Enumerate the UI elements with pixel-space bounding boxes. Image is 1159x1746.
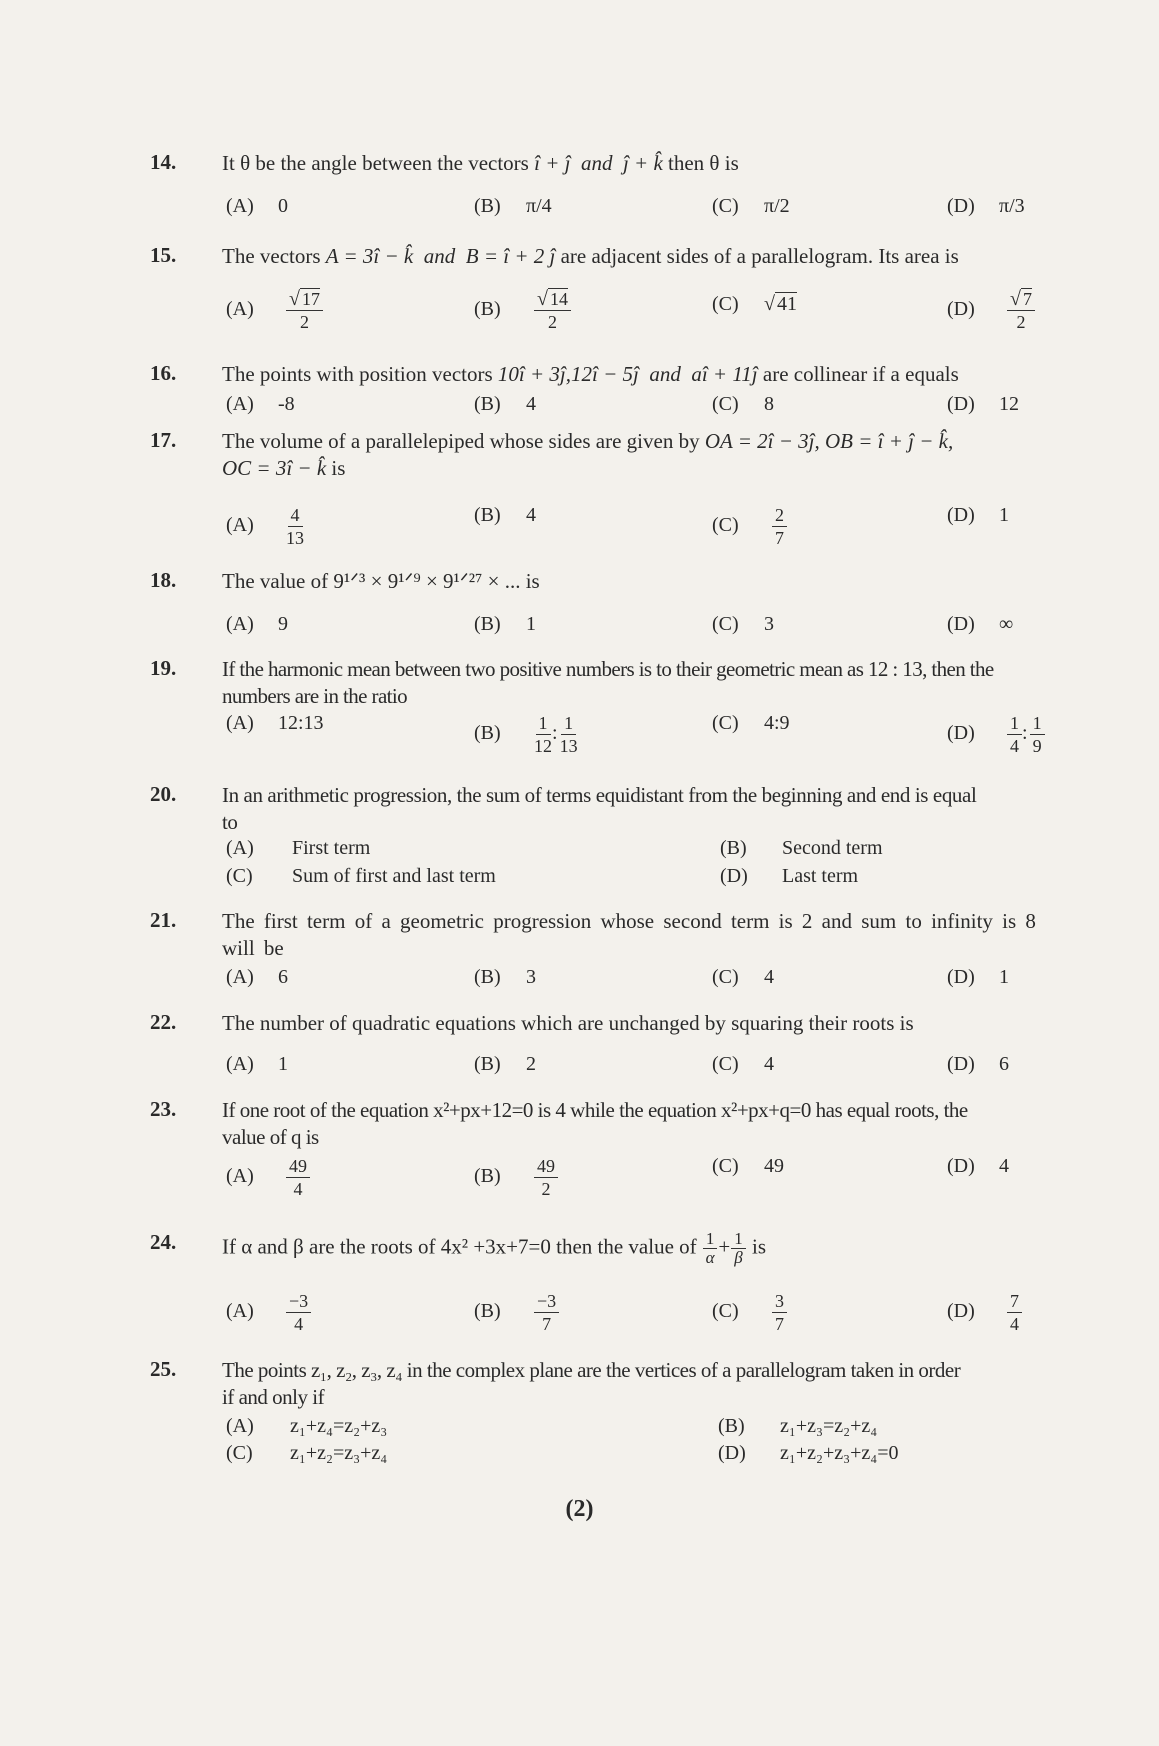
option-c: (C) √ 41 <box>712 293 797 315</box>
option-a: (A) 12:13 <box>226 712 324 734</box>
question-text: In an arithmetic progression, the sum of terms equidistant from the beginning and end is equal to <box>222 783 977 834</box>
question-text: The points with position vectors 10î + 3ĵ,12î − 5ĵ and aî + 11ĵ are collinear if a equals <box>222 362 959 386</box>
question-text: If one root of the equation x²+px+12=0 is 4 while the equation x²+px+q=0 has equal roots, the value of q is <box>222 1098 968 1149</box>
question-text: The vectors A = 3î − k̂ and B = î + 2 ĵ are adjacent sides of a parallelogram. Its area is <box>222 244 959 268</box>
option-d: (D) 6 <box>947 1053 1009 1075</box>
question-number: 21. <box>150 908 177 932</box>
option-b: (B) π/4 <box>474 195 552 217</box>
option-a: (A) 9 <box>226 613 288 635</box>
option-b: (B) $\frac{1}{12}$ : $\frac{1}{13}$ <box>474 713 578 756</box>
option-b: (B) $\frac{√ 14}{2}$ <box>474 288 571 333</box>
page-number: (2) <box>565 1496 594 1522</box>
option-c: (C) 4 <box>712 966 774 988</box>
question-number: 16. <box>150 361 177 385</box>
option-d: (D) π/3 <box>947 195 1025 217</box>
option-d: (D) $\frac{√ 7}{2}$ <box>947 288 1035 333</box>
question-text: It θ be the angle between the vectors î + ĵ and ĵ + k̂ then θ is <box>222 151 739 175</box>
option-c: (C) 4:9 <box>712 712 790 734</box>
question-number: 15. <box>150 243 177 267</box>
question-number: 17. <box>150 428 177 452</box>
option-a: (A) z₁+z₄=z₂+z₃ <box>226 1415 388 1437</box>
question-text: The first term of a geometric progression whose second term is 2 and sum to infinity is 8 will be <box>222 909 1036 960</box>
option-c: (C) 8 <box>712 393 774 415</box>
option-c: (C) π/2 <box>712 195 790 217</box>
option-d: (D) 1 <box>947 504 1009 526</box>
question-number: 18. <box>150 568 177 592</box>
question-number: 19. <box>150 656 177 680</box>
question-number: 14. <box>150 150 177 174</box>
option-a: (A) $\frac{4}{13}$ <box>226 505 304 548</box>
question-number: 24. <box>150 1230 177 1254</box>
option-c: (C) $\frac{2}{7}$ <box>712 504 787 549</box>
option-b: (B) 2 <box>474 1053 536 1075</box>
option-d: (D) z₁+z₂+z₃+z₄=0 <box>718 1442 899 1464</box>
option-a: (A) $\frac{√ 17}{2}$ <box>226 288 323 333</box>
option-a: (A) First term <box>226 837 371 859</box>
option-b: (B) 4 <box>474 393 536 415</box>
option-d: (D) $\frac{1}{4}$ : $\frac{1}{9}$ <box>947 712 1045 757</box>
option-d: (D) $\frac{7}{4}$ <box>947 1290 1022 1335</box>
option-b: (B) 4 <box>474 504 536 526</box>
question-number: 22. <box>150 1010 177 1034</box>
question-text: If α and β are the roots of 4x² +3x+7=0 then the value of $\frac{1}{\alpha}$ + $\frac{1}{\beta}$ is <box>222 1229 766 1267</box>
option-b: (B) $\frac{-3}{7}$ <box>474 1290 559 1335</box>
option-a: (A) 1 <box>226 1053 288 1075</box>
option-c: (C) 4 <box>712 1053 774 1075</box>
option-c: (C) $\frac{3}{7}$ <box>712 1290 787 1335</box>
question-text: The value of 9¹ᐟ³ × 9¹ᐟ⁹ × 9¹ᐟ²⁷ × ... is <box>222 569 540 593</box>
option-d: (D) 12 <box>947 393 1019 415</box>
question-text: If the harmonic mean between two positive numbers is to their geometric mean as 12 : 13, then the numbers are in the ratio <box>222 657 994 708</box>
option-c: (C) 49 <box>712 1155 784 1177</box>
option-c: (C) z₁+z₂=z₃+z₄ <box>226 1442 388 1464</box>
option-d: (D) ∞ <box>947 613 1014 635</box>
option-d: (D) Last term <box>720 865 859 887</box>
question-text: The volume of a parallelepiped whose sides are given by OA = 2î − 3ĵ, OB = î + ĵ − k̂, OC = 3î − k̂ is <box>222 429 954 480</box>
question-text: The number of quadratic equations which are unchanged by squaring their roots is <box>222 1011 914 1035</box>
question-text: The points z₁, z₂, z₃, z₄ in the complex plane are the vertices of a parallelogram taken in order if and only if <box>222 1358 961 1409</box>
option-b: (B) Second term <box>720 837 883 859</box>
option-a: (A) $\frac{-3}{4}$ <box>226 1290 311 1335</box>
question-number: 25. <box>150 1357 177 1381</box>
option-b: (B) $\frac{49}{2}$ <box>474 1155 558 1200</box>
option-c: (C) Sum of first and last term <box>226 865 496 887</box>
option-b: (B) z₁+z₃=z₂+z₄ <box>718 1415 878 1437</box>
option-a: (A) $\frac{49}{4}$ <box>226 1155 310 1200</box>
option-a: (A) 6 <box>226 966 288 988</box>
option-a: (A) -8 <box>226 393 295 415</box>
option-d: (D) 1 <box>947 966 1009 988</box>
option-a: (A) 0 <box>226 195 288 217</box>
option-c: (C) 3 <box>712 613 774 635</box>
question-number: 20. <box>150 782 177 806</box>
option-b: (B) 3 <box>474 966 536 988</box>
option-d: (D) 4 <box>947 1155 1009 1177</box>
option-b: (B) 1 <box>474 613 536 635</box>
question-number: 23. <box>150 1097 177 1121</box>
